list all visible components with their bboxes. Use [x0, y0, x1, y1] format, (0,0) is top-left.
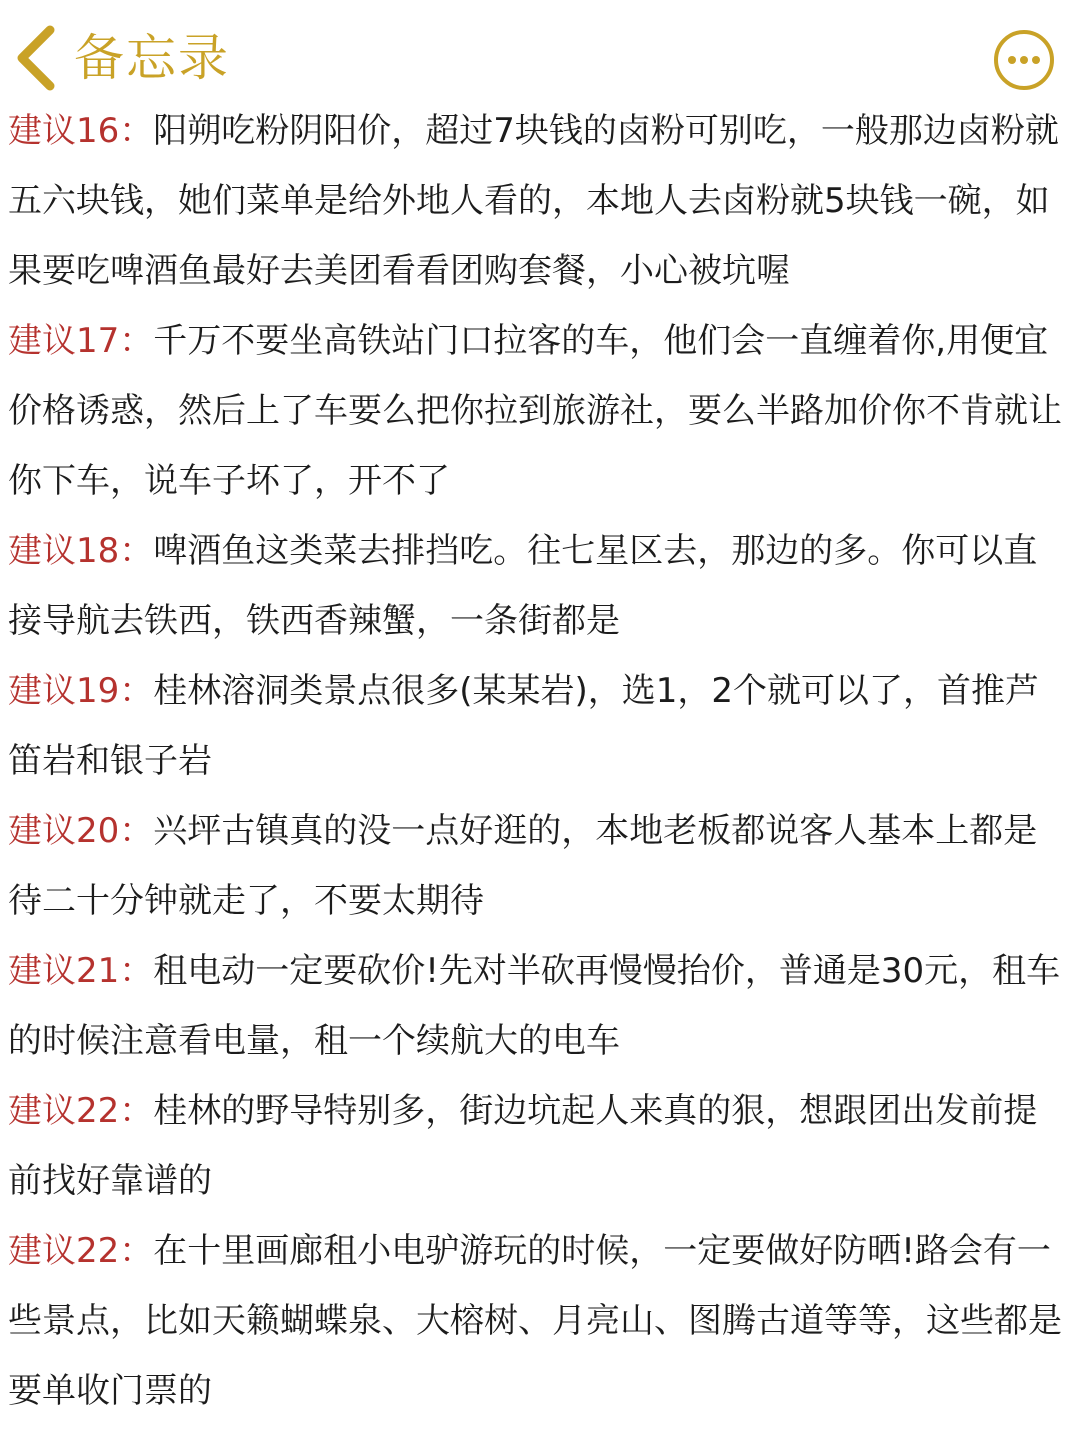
note-text: 在十里画廊租小电驴游玩的时候，一定要做好防晒!路会有一些景点，比如天籁蝴蝶泉、大榕树、月亮山、图腾古道等等，这些都是要单收门票的 [8, 1231, 1062, 1411]
note-label: 建议17 [8, 321, 120, 361]
note-separator: ： [119, 111, 154, 151]
note-label: 建议22 [8, 1231, 120, 1271]
note-label: 建议16 [8, 111, 120, 151]
note-item [8, 1076, 1064, 1216]
note-separator: ： [119, 951, 154, 991]
note-separator: ： [119, 1091, 154, 1131]
note-separator: ： [119, 811, 154, 851]
page-title: 备忘录 [74, 29, 230, 87]
note-label: 建议22 [8, 1091, 120, 1131]
note-item [8, 1216, 1064, 1426]
note-item [8, 656, 1064, 796]
note-item [8, 796, 1064, 936]
note-text: 阳朔吃粉阴阳价，超过7块钱的卤粉可别吃，一般那边卤粉就五六块钱，她们菜单是给外地人看的，本地人去卤粉就5块钱一碗，如果要吃啤酒鱼最好去美团看看团购套餐，小心被坑喔 [8, 111, 1059, 291]
note-text: 千万不要坐高铁站门口拉客的车，他们会一直缠着你,用便宜价格诱惑，然后上了车要么把你拉到旅游社，要么半路加价你不肯就让你下车，说车子坏了，开不了 [8, 321, 1062, 501]
note-text: 桂林的野导特别多，街边坑起人来真的狠，想跟团出发前提前找好靠谱的 [8, 1091, 1038, 1201]
chevron-left-icon [6, 18, 66, 98]
note-item [8, 936, 1064, 1076]
note-item [8, 516, 1064, 656]
note-label: 建议19 [8, 671, 120, 711]
note-label: 建议20 [8, 811, 120, 851]
note-item [8, 96, 1064, 306]
note-label: 建议21 [8, 951, 120, 991]
memo-content [8, 96, 1064, 1426]
note-separator: ： [119, 321, 154, 361]
more-horizontal-icon [992, 28, 1056, 92]
back-button[interactable] [6, 18, 230, 98]
more-button[interactable] [992, 28, 1056, 92]
note-text: 兴坪古镇真的没一点好逛的，本地老板都说客人基本上都是待二十分钟就走了，不要太期待 [8, 811, 1038, 921]
note-label: 建议18 [8, 531, 120, 571]
note-separator: ： [119, 531, 154, 571]
note-text: 啤酒鱼这类菜去排挡吃。往七星区去，那边的多。你可以直接导航去铁西，铁西香辣蟹，一条街都是 [8, 531, 1038, 641]
note-separator: ： [119, 1231, 154, 1271]
note-text: 租电动一定要砍价!先对半砍再慢慢抬价，普通是30元，租车的时候注意看电量，租一个续航大的电车 [8, 951, 1061, 1061]
note-item [8, 306, 1064, 516]
note-text: 桂林溶洞类景点很多(某某岩)，选1，2个就可以了，首推芦笛岩和银子岩 [8, 671, 1040, 781]
note-separator: ： [119, 671, 154, 711]
